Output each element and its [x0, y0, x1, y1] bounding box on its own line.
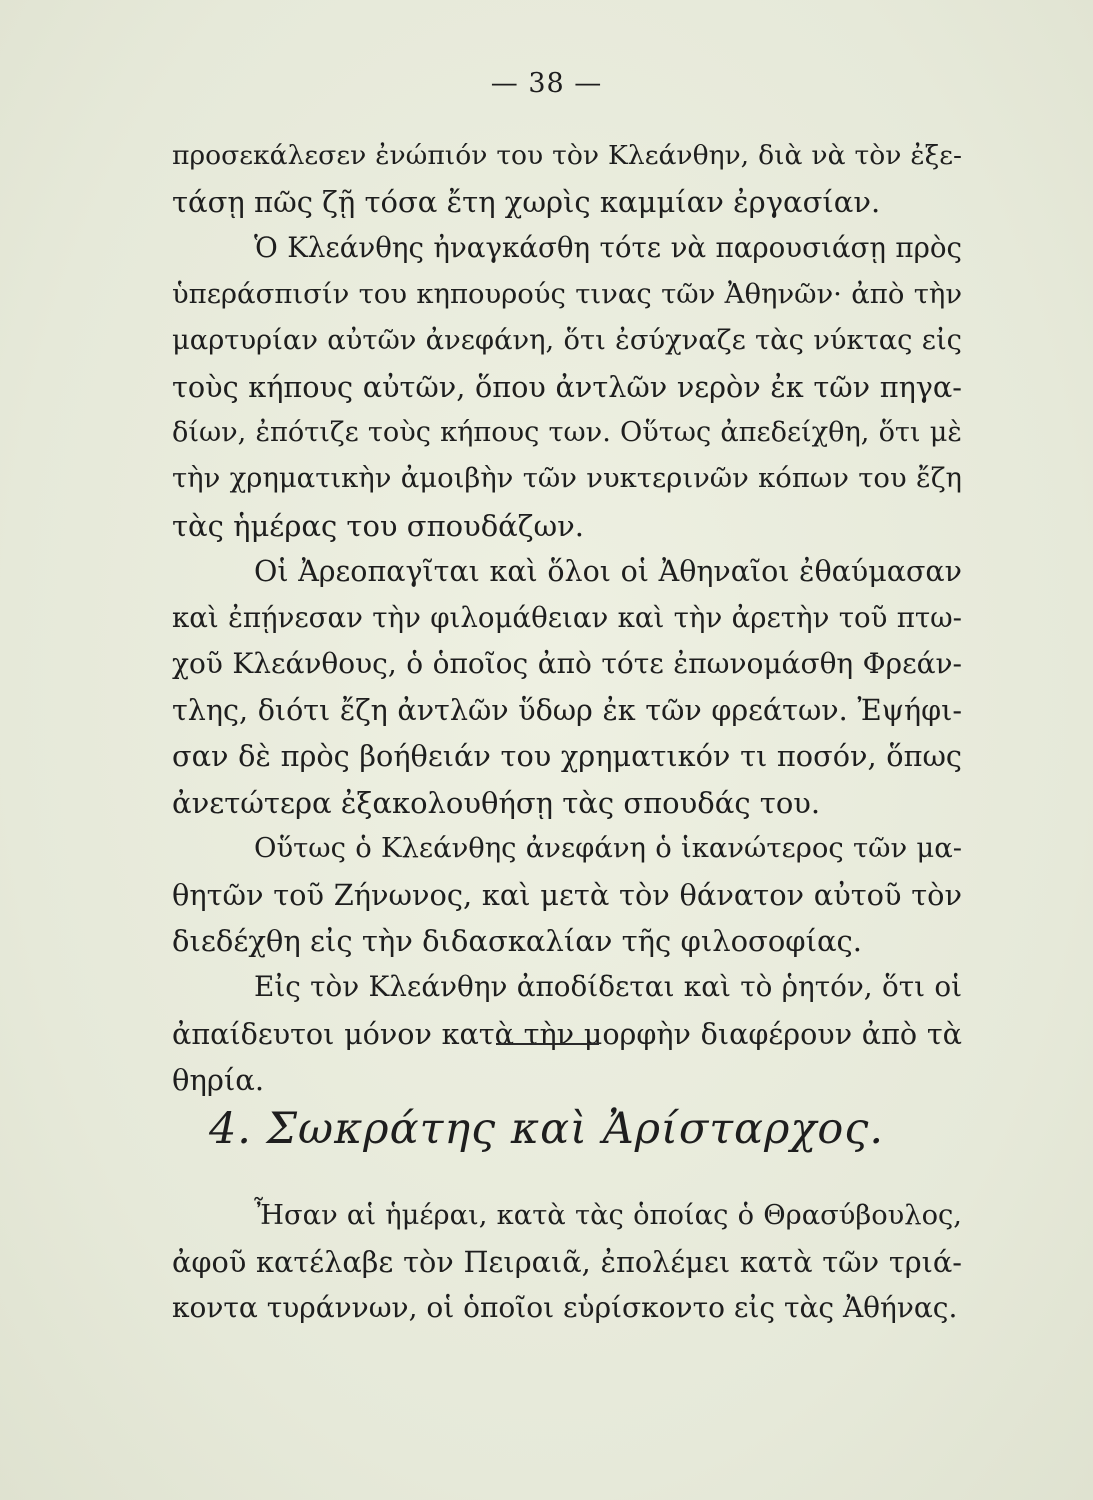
- text-line: ὑπεράσπισίν του κηπουρούς τινας τῶν Ἀθηνῶν· ἀπὸ τὴν: [172, 278, 962, 310]
- text-line: τλης, διότι ἔζη ἀντλῶν ὕδωρ ἐκ τῶν φρεάτων. Ἐψήφι-: [172, 693, 962, 728]
- text-line: τὰς ἡμέρας του σπουδάζων.: [172, 508, 584, 543]
- text-line: Οὕτως ὁ Κλεάνθης ἀνεφάνη ὁ ἱκανώτερος τῶν μα-: [254, 832, 962, 864]
- page-number: — 38 —: [490, 68, 603, 99]
- text-line: μαρτυρίαν αὐτῶν ἀνεφάνη, ὅτι ἐσύχναζε τὰς νύκτας εἰς: [172, 324, 962, 356]
- text-line: Εἰς τὸν Κλεάνθην ἀποδίδεται καὶ τὸ ῥητόν, ὅτι οἱ: [254, 970, 962, 1004]
- text-line: θηρία.: [172, 1062, 265, 1097]
- text-line: τὴν χρηματικὴν ἀμοιβὴν τῶν νυκτερινῶν κόπων του ἔζη: [172, 463, 962, 495]
- text-line: κοντα τυράννων, οἱ ὁποῖοι εὑρίσκοντο εἰς τὰς Ἀθήνας.: [172, 1291, 958, 1325]
- text-line: διεδέχθη εἰς τὴν διδασκαλίαν τῆς φιλοσοφίας.: [172, 924, 863, 959]
- text-block-kleanthes: [172, 133, 962, 1103]
- text-line: προσεκάλεσεν ἐνώπιόν του τὸν Κλεάνθην, διὰ νὰ τὸν ἐξε-: [172, 140, 962, 171]
- text-line: Οἱ Ἀρεοπαγῖται καὶ ὅλοι οἱ Ἀθηναῖοι ἐθαύμασαν: [254, 554, 962, 588]
- text-block-sokrates: [172, 1193, 962, 1332]
- text-line: σαν δὲ πρὸς βοήθειάν του χρηματικόν τι ποσόν, ὅπως: [172, 739, 962, 774]
- text-line: ἀπαίδευτοι μόνον κατὰ τὴν μορφὴν διαφέρουν ἀπὸ τὰ: [172, 1016, 962, 1051]
- section-divider: [496, 1043, 599, 1045]
- section-heading: 4. Σωκράτης καὶ Ἀρίσταρχος.: [208, 1104, 885, 1154]
- text-line: τοὺς κήπους αὐτῶν, ὅπου ἀντλῶν νερὸν ἐκ τῶν πηγα-: [172, 369, 962, 404]
- text-line: Ὁ Κλεάνθης ἠναγκάσθη τότε νὰ παρουσιάσῃ πρὸς: [254, 231, 962, 265]
- text-line: ἀνετώτερα ἐξακολουθήσῃ τὰς σπουδάς του.: [172, 785, 821, 820]
- text-line: θητῶν τοῦ Ζήνωνος, καὶ μετὰ τὸν θάνατον αὐτοῦ τὸν: [172, 878, 962, 912]
- text-line: καὶ ἐπῄνεσαν τὴν φιλομάθειαν καὶ τὴν ἀρετὴν τοῦ πτω-: [172, 600, 962, 634]
- text-line: ἀφοῦ κατέλαβε τὸν Πειραιᾶ, ἐπολέμει κατὰ τῶν τριά-: [172, 1245, 962, 1280]
- text-line: δίων, ἐπότιζε τοὺς κήπους των. Οὕτως ἀπεδείχθη, ὅτι μὲ: [172, 417, 962, 449]
- text-line: τάσῃ πῶς ζῇ τόσα ἔτη χωρὶς καμμίαν ἐργασίαν.: [172, 185, 881, 220]
- text-line: Ἦσαν αἱ ἡμέραι, κατὰ τὰς ὁποίας ὁ Θρασύβουλος,: [254, 1200, 962, 1231]
- text-line: χοῦ Κλεάνθους, ὁ ὁποῖος ἀπὸ τότε ἐπωνομάσθη Φρεάν-: [172, 647, 962, 681]
